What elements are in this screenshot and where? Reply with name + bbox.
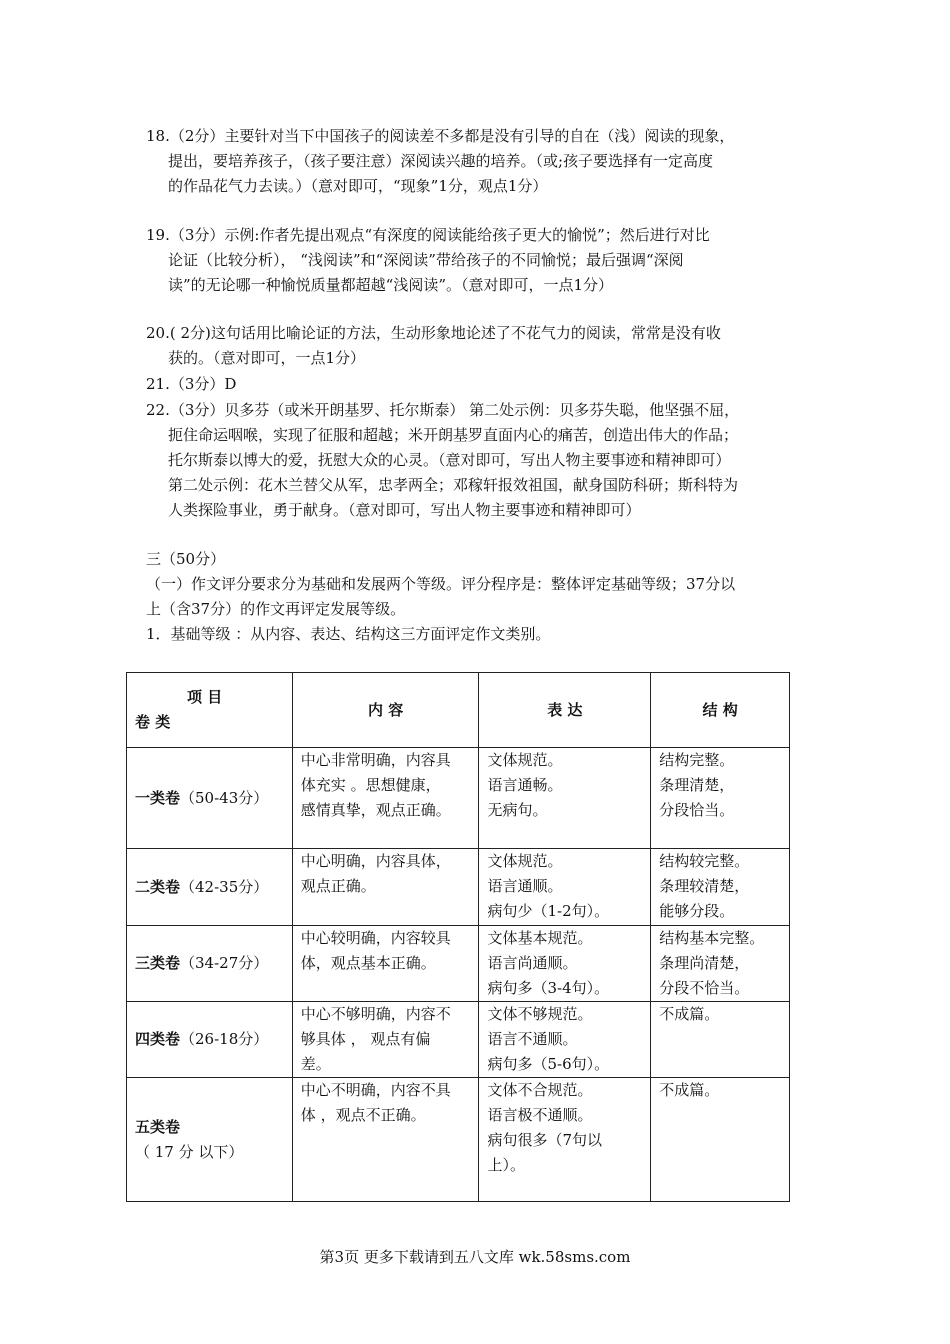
row-content — [292, 1002, 479, 1078]
section-intro-line: 上（含37分）的作文再评定发展等级。 — [146, 600, 406, 618]
cell-line: 中心不够明确，内容不 — [300, 1005, 451, 1023]
category-name: 五类卷 — [135, 1117, 181, 1136]
category-range: （26-18分） — [180, 1030, 269, 1048]
row-content — [292, 926, 479, 1002]
answer-line: 读”的无论哪一种愉悦质量都超越“浅阅读”。（意对即可，一点1分） — [168, 276, 614, 294]
row-expression — [479, 1078, 651, 1202]
cell-line: 分段恰当。 — [659, 801, 735, 819]
cell-line: 上）。 — [487, 1156, 525, 1174]
cell-line: 病句多（5-6句）。 — [487, 1055, 610, 1073]
category-name: 三类卷 — [135, 954, 181, 972]
table-header-row — [127, 673, 790, 748]
answer-line: 托尔斯泰以博大的爱，抚慰大众的心灵。（意对即可，写出人物主要事迹和精神即可） — [168, 451, 731, 469]
category-range: （ 17 分 以下） — [135, 1142, 244, 1161]
cell-line: 语言极不通顺。 — [487, 1106, 593, 1124]
answer-line: 论证（比较分析）， “浅阅读”和“深阅读”带给孩子的不同愉悦；最后强调“深阅 — [168, 251, 684, 269]
answer-line: 第二处示例：花木兰替父从军，忠孝两全；邓稼轩报效祖国，献身国防科研；斯科特为 — [168, 476, 739, 494]
row-content — [292, 1078, 479, 1202]
cell-line: 中心非常明确，内容具 — [300, 751, 451, 769]
page-footer: 第3页 更多下载请到五八文库 wk.58sms.com — [319, 1248, 631, 1266]
answer-line: 提出，要培养孩子，（孩子要注意）深阅读兴趣的培养。（或;孩子要选择有一定高度 — [168, 152, 714, 170]
cell-line: 能够分段。 — [659, 902, 735, 920]
answer-line: 的作品花气力去读。）（意对即可，“现象”1分，观点1分） — [168, 177, 548, 195]
row-category — [127, 1002, 293, 1078]
cell-line: 文体规范。 — [487, 852, 563, 870]
answer-line: 20.( 2分)这句话用比喻论证的方法，生动形象地论述了不花气力的阅读，常常是没有收 — [146, 324, 721, 342]
cell-line: 病句多（3-4句）。 — [487, 979, 610, 997]
answer-18 — [146, 124, 826, 199]
cell-line: 够具体 ， 观点有偏 — [300, 1030, 431, 1048]
category-name: 二类卷 — [135, 877, 181, 896]
cell-line: 观点正确。 — [300, 877, 376, 895]
row-content — [292, 849, 479, 926]
cell-line: 中心不明确，内容不具 — [300, 1081, 451, 1099]
cell-line: 语言尚通顺。 — [487, 954, 578, 972]
answer-line: 22.（3分）贝多芬（或米开朗基罗、托尔斯泰） 第二处示例：贝多芬失聪，他坚强不屈， — [146, 401, 740, 419]
category-range: （42-35分） — [180, 877, 269, 896]
header-cat: 卷 类 — [135, 713, 171, 731]
row-structure — [651, 849, 790, 926]
cell-line: 体 ，观点不正确。 — [300, 1106, 426, 1124]
cell-line: 文体规范。 — [487, 751, 563, 769]
cell-line: 不成篇。 — [659, 1081, 720, 1099]
category-name: 四类卷 — [135, 1030, 181, 1048]
answer-19 — [146, 223, 826, 298]
row-structure — [651, 1002, 790, 1078]
cell-line: 体，观点基本正确。 — [300, 954, 436, 972]
row-structure — [651, 748, 790, 849]
cell-line: 语言通畅。 — [487, 776, 563, 794]
cell-line: 结构较完整。 — [659, 852, 750, 870]
cell-line: 条理尚清楚， — [659, 954, 750, 972]
cell-line: 病句很多（7句以 — [487, 1131, 603, 1149]
cell-line: 文体不合规范。 — [487, 1081, 593, 1099]
category-range: （34-27分） — [180, 954, 269, 972]
category-name: 一类卷 — [135, 788, 181, 807]
answer-line: 扼住命运咽喉，实现了征服和超越；米开朗基罗直面内心的痛苦，创造出伟大的作品； — [168, 426, 739, 444]
cell-line: 不成篇。 — [659, 1005, 720, 1023]
cell-line: 中心较明确，内容较具 — [300, 929, 451, 947]
essay-section — [146, 547, 826, 647]
row-structure — [651, 926, 790, 1002]
table-row — [127, 926, 790, 1002]
row-expression — [479, 926, 651, 1002]
header-expression: 表 达 — [479, 673, 651, 748]
cell-line: 条理清楚， — [659, 776, 735, 794]
answer-line: 21.（3分）D — [146, 375, 237, 393]
header-content: 内 容 — [292, 673, 479, 748]
cell-line: 结构完整。 — [659, 751, 735, 769]
row-category — [127, 1078, 293, 1202]
answer-line: 人类探险事业，勇于献身。（意对即可，写出人物主要事迹和精神即可） — [168, 501, 641, 519]
basic-grade-line: 1．基础等级 ：从内容、表达、结构这三方面评定作文类别。 — [146, 625, 551, 643]
cell-line: 条理较清楚， — [659, 877, 750, 895]
header-structure: 结 构 — [651, 673, 790, 748]
header-item: 项 目 — [187, 688, 223, 706]
cell-line: 文体不够规范。 — [487, 1005, 593, 1023]
row-expression — [479, 1002, 651, 1078]
section-intro-line: （一）作文评分要求分为基础和发展两个等级。评分程序是：整体评定基础等级；37分以 — [146, 575, 736, 593]
cell-line: 中心明确，内容具体， — [300, 852, 451, 870]
answer-21 — [146, 372, 826, 397]
table-row — [127, 748, 790, 849]
answer-line: 18.（2分）主要针对当下中国孩子的阅读差不多都是没有引导的自在（浅）阅读的现象， — [146, 127, 735, 145]
cell-line: 语言不通顺。 — [487, 1030, 578, 1048]
row-expression — [479, 849, 651, 926]
row-structure — [651, 1078, 790, 1202]
cell-line: 语言通顺。 — [487, 877, 563, 895]
grading-table — [126, 672, 790, 1202]
cell-line: 分段不恰当。 — [659, 979, 750, 997]
answer-line: 获的。（意对即可，一点1分） — [168, 349, 366, 367]
header-item-category — [127, 673, 293, 748]
row-category — [127, 926, 293, 1002]
cell-line: 无病句。 — [487, 801, 548, 819]
cell-line: 差。 — [300, 1055, 331, 1073]
cell-line: 病句少（1-2句）。 — [487, 902, 610, 920]
table-row — [127, 849, 790, 926]
answer-22 — [146, 398, 826, 523]
row-category — [127, 849, 293, 926]
cell-line: 结构基本完整。 — [659, 929, 765, 947]
answer-20 — [146, 321, 826, 371]
category-range: （50-43分） — [180, 788, 269, 807]
row-expression — [479, 748, 651, 849]
cell-line: 文体基本规范。 — [487, 929, 593, 947]
section-title: 三（50分） — [146, 550, 226, 568]
row-category — [127, 748, 293, 849]
cell-line: 体充实 。思想健康， — [300, 776, 441, 794]
table-row — [127, 1002, 790, 1078]
row-content — [292, 748, 479, 849]
cell-line: 感情真挚，观点正确。 — [300, 801, 451, 819]
table-row — [127, 1078, 790, 1202]
answer-line: 19.（3分）示例:作者先提出观点“有深度的阅读能给孩子更大的愉悦”；然后进行对比 — [146, 226, 710, 244]
